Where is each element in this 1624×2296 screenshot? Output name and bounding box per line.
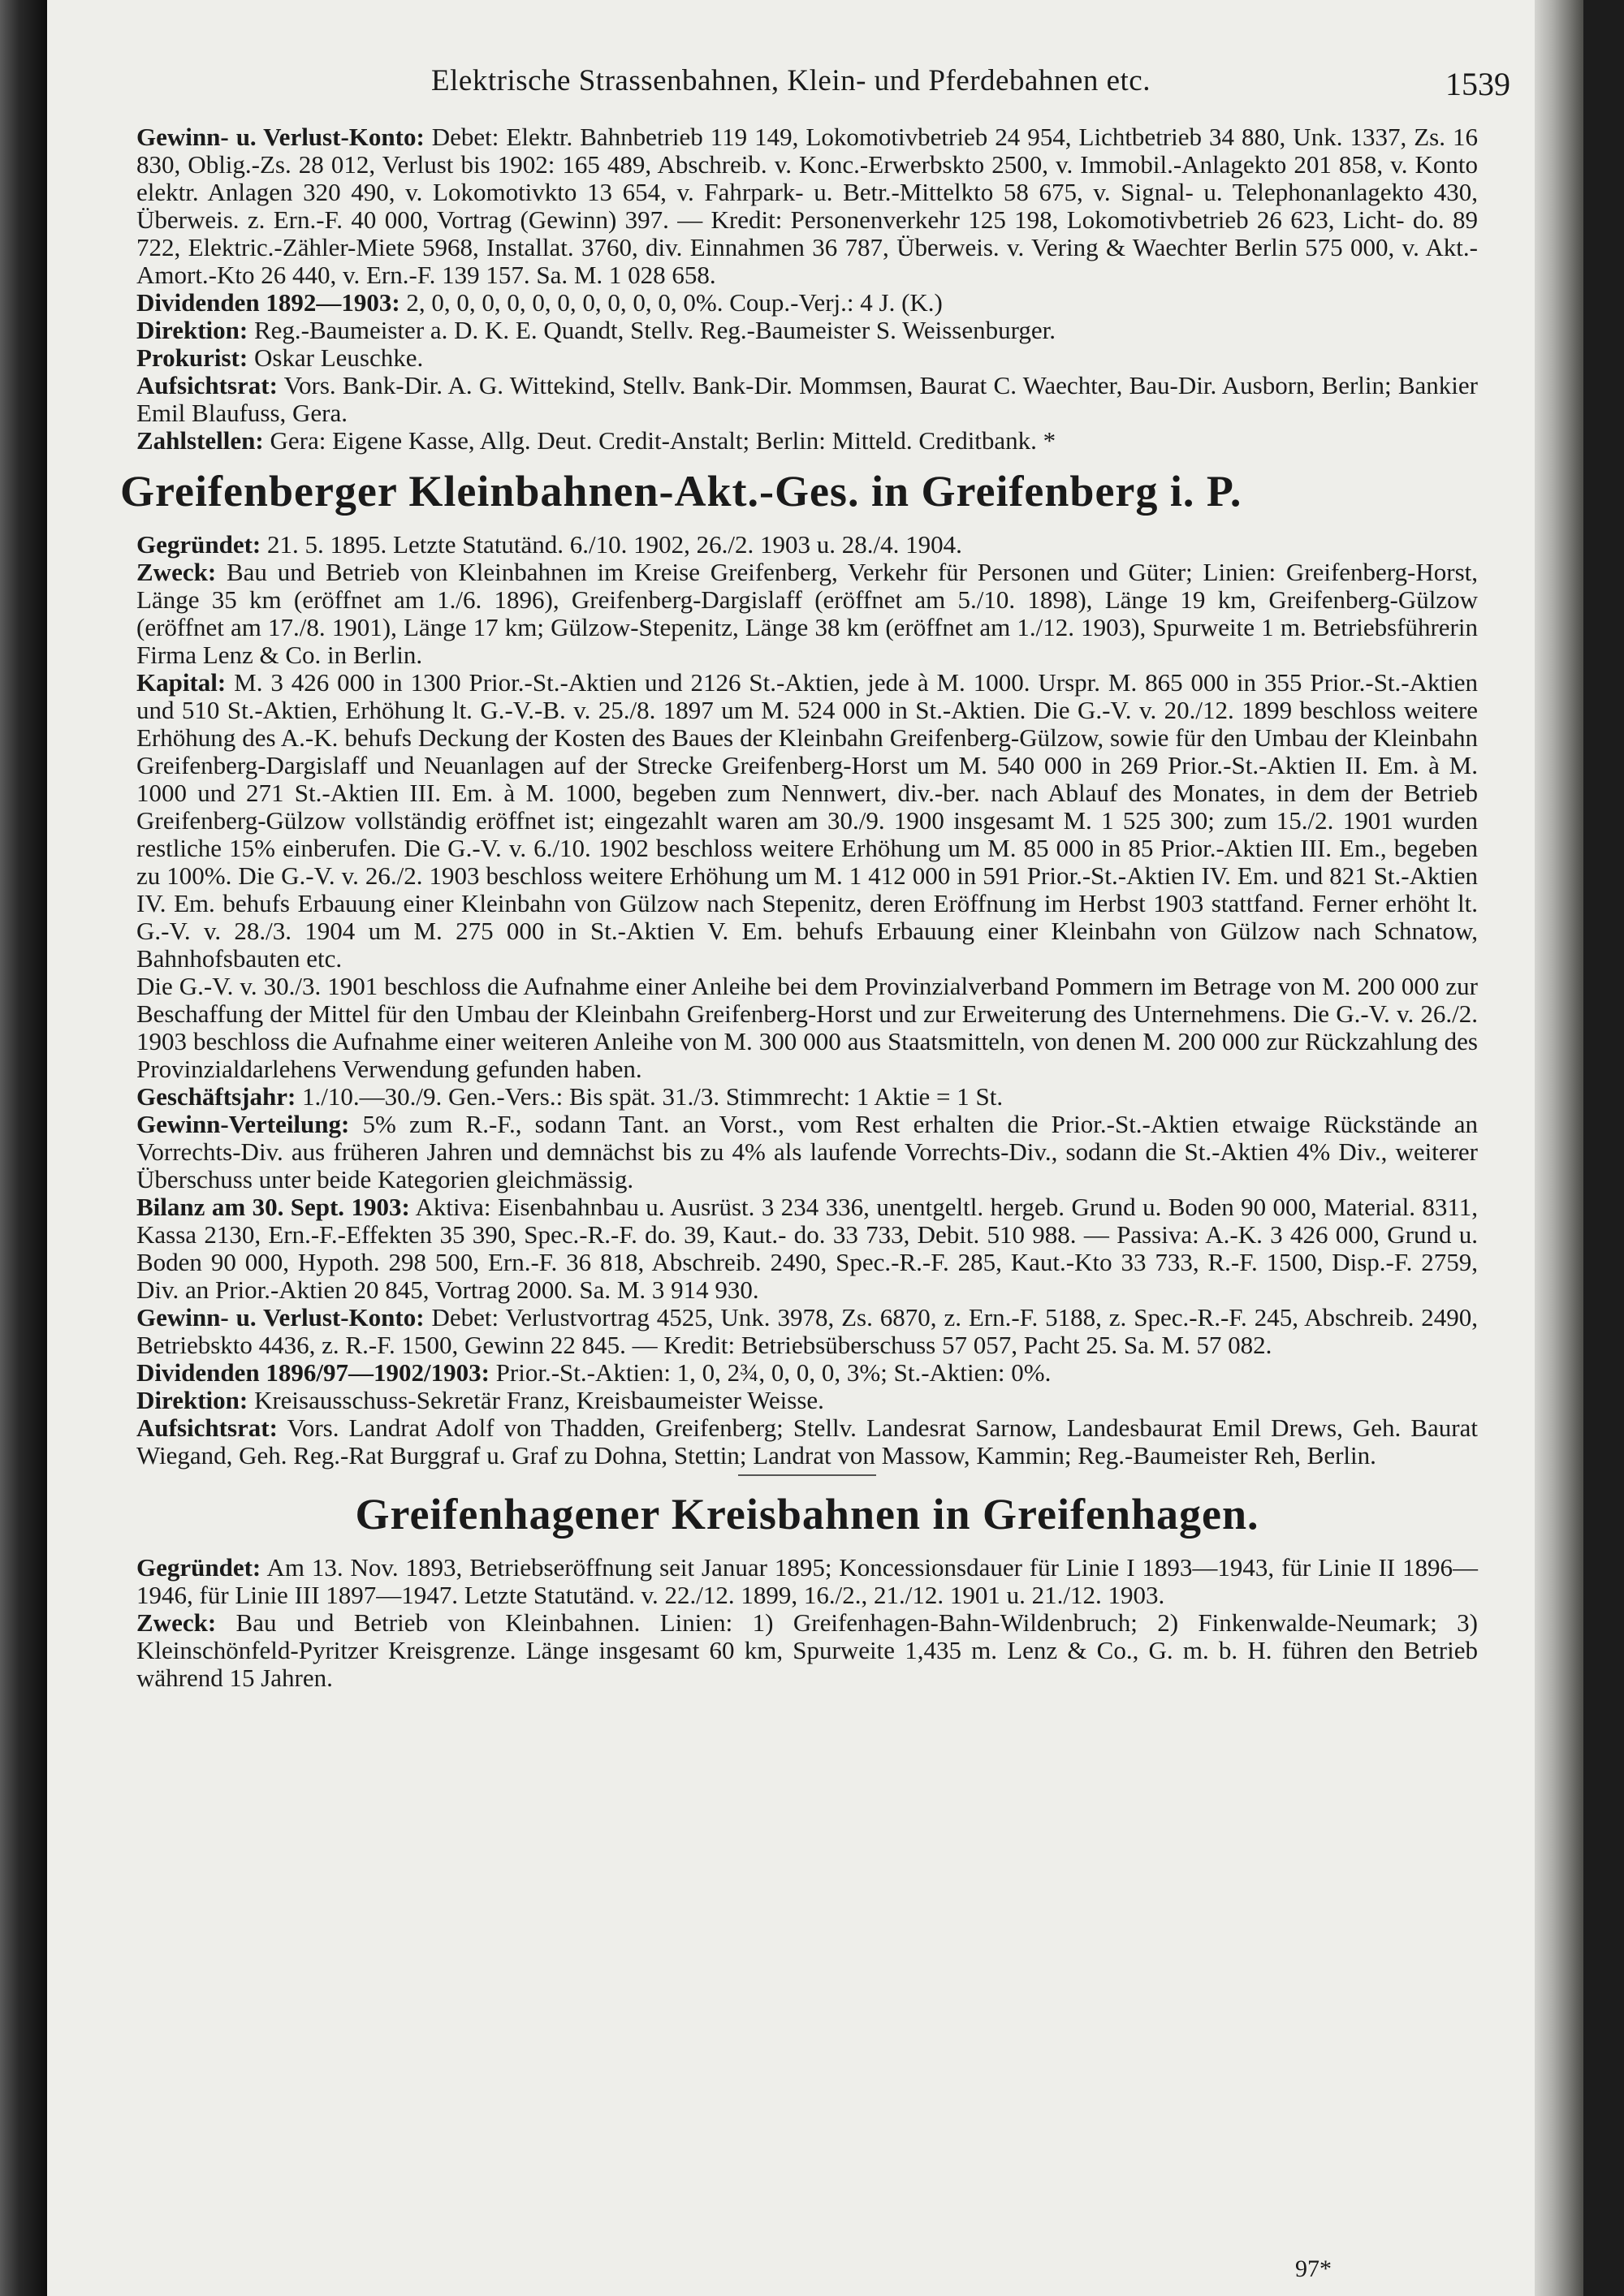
- company-section-greifenhagen: [136, 1554, 1478, 1692]
- entry-text: Am 13. Nov. 1893, Betriebseröffnung seit Januar 1895; Koncessionsdauer für Linie I 1893—1943, für Linie II 1896—1946, für Linie III 1897—1947. Letzte Statutänd. v. 22./12. 1899, 16./2., 21./12. 1901 u. 21./12. 1903.: [136, 1553, 1478, 1609]
- entry-text: Kreisausschuss-Sekretär Franz, Kreisbaumeister Weisse.: [253, 1386, 824, 1414]
- scanned-page: [47, 0, 1583, 2296]
- entry-label: Zweck:: [136, 1608, 217, 1637]
- running-header: [47, 63, 1535, 112]
- entry-text: Bau und Betrieb von Kleinbahnen. Linien: 1) Greifenhagen-Bahn-Wildenbruch; 2) Finkenwalde-Neumark; 3) Kleinschönfeld-Pyritzer Kreisgrenze. Länge insgesamt 60 km, Spurweite 1,435 m. Lenz & Co., G. m. b. H. führen den Betrieb während 15 Jahren.: [136, 1608, 1479, 1692]
- entry-paragraph: [136, 973, 1478, 1083]
- entry-label: Dividenden 1892—1903:: [136, 288, 400, 317]
- entry-text: Prior.-St.-Aktien: 1, 0, 2¾, 0, 0, 0, 3%; St.-Aktien: 0%.: [495, 1358, 1052, 1387]
- entry-text: Oskar Leuschke.: [253, 343, 424, 372]
- entry-text: Die G.-V. v. 30./3. 1901 beschloss die Aufnahme einer Anleihe bei dem Provinzialverband Pommern im Betrage von M. 200 000 zur Beschaffung der Mittel für den Umbau der Kleinbahn Greifenberg-Horst und zur Erweiterung des Unternehmens. Die G.-V. v. 26./2. 1903 beschloss die Aufnahme einer weiteren Anleihe von M. 300 000 aus Staatsmitteln, von denen M. 200 000 zur Rückzahlung des Provinzialdarlehens Verwendung gefunden haben.: [136, 972, 1478, 1083]
- company-section-greifenberg: [136, 531, 1478, 1470]
- section-divider: [738, 1474, 876, 1476]
- entry-paragraph: [136, 1359, 1478, 1387]
- previous-company-tail: [136, 123, 1478, 455]
- entry-label: Kapital:: [136, 668, 227, 697]
- entry-text: 21. 5. 1895. Letzte Statutänd. 6./10. 1902, 26./2. 1903 u. 28./4. 1904.: [267, 530, 962, 559]
- entry-paragraph: [136, 372, 1478, 427]
- entry-label: Bilanz am 30. Sept. 1903:: [136, 1193, 410, 1221]
- entry-text: Gera: Eigene Kasse, Allg. Deut. Credit-Anstalt; Berlin: Mitteld. Creditbank. *: [270, 426, 1056, 455]
- entry-label: Dividenden 1896/97—1902/1903:: [136, 1358, 490, 1387]
- page-edge-shadow: [1535, 0, 1583, 2296]
- entry-paragraph: [136, 1387, 1478, 1414]
- entry-label: Zahlstellen:: [136, 426, 264, 455]
- entry-paragraph: [136, 344, 1478, 372]
- entry-paragraph: [136, 123, 1478, 289]
- entry-paragraph: [136, 1554, 1478, 1609]
- entry-text: Bau und Betrieb von Kleinbahnen im Kreise Greifenberg, Verkehr für Personen und Güter; Linien: Greifenberg-Horst, Länge 35 km (eröffnet am 1./6. 1896), Greifenberg-Dargislaff (eröffnet am 5./10. 1898), Länge 19 km, Greifenberg-Gülzow (eröffnet am 17./8. 1901), Länge 17 km; Gülzow-Stepenitz, Länge 38 km (eröffnet am 1./12. 1903), Spurweite 1 m. Betriebsführerin Firma Lenz & Co. in Berlin.: [136, 558, 1479, 669]
- entry-label: Prokurist:: [136, 343, 248, 372]
- entry-text: Vors. Landrat Adolf von Thadden, Greifenberg; Stellv. Landesrat Sarnow, Landesbaurat Emil Drews, Geh. Baurat Wiegand, Geh. Reg.-Rat Burggraf u. Graf zu Dohna, Stettin; Landrat von Massow, Kammin; Reg.-Baumeister Reh, Berlin.: [136, 1413, 1478, 1470]
- book-gutter-shadow: [0, 0, 47, 2296]
- entry-label: Gegründet:: [136, 1553, 261, 1582]
- entry-paragraph: [136, 531, 1478, 559]
- entry-paragraph: [136, 559, 1478, 669]
- entry-text: 1./10.—30./9. Gen.-Vers.: Bis spät. 31./3. Stimmrecht: 1 Aktie = 1 St.: [302, 1082, 1004, 1111]
- company-heading-greifenberg: Greifenberger Kleinbahnen-Akt.-Ges. in Greifenberg i. P.: [120, 467, 1242, 516]
- entry-paragraph: [136, 289, 1478, 317]
- entry-label: Gewinn- u. Verlust-Konto:: [136, 123, 425, 151]
- entry-text: 5% zum R.-F., sodann Tant. an Vorst., vom Rest erhalten die Prior.-St.-Aktien etwaige Rückstände an Vorrechts-Div. aus früheren Jahren und demnächst bis zu 4% als laufende Vorrechts-Div., sodann die St.-Aktien 4% Div., weiterer Überschuss unter beide Kategorien gleichmässig.: [136, 1110, 1478, 1193]
- entry-text: Aktiva: Eisenbahnbau u. Ausrüst. 3 234 336, unentgeltl. hergeb. Grund u. Boden 90 000, Material. 8311, Kassa 2130, Ern.-F.-Effekten 35 390, Spec.-R.-F. do. 39, Kaut.- do. 33 733, Debit. 510 988. — Passiva: A.-K. 3 426 000, Grund u. Boden 90 000, Hypoth. 298 500, Ern.-F. 36 818, Abschreib. 2490, Spec.-R.-F. 285, Kaut.-Kto 33 733, R.-F. 1500, Disp.-F. 2759, Div. an Prior.-Aktien 20 845, Vortrag 2000. Sa. M. 3 914 930.: [136, 1193, 1478, 1304]
- entry-label: Direktion:: [136, 316, 248, 344]
- running-header-title: Elektrische Strassenbahnen, Klein- und Pferdebahnen etc.: [431, 64, 1151, 97]
- entry-label: Aufsichtsrat:: [136, 1413, 278, 1442]
- entry-paragraph: [136, 317, 1478, 344]
- entry-paragraph: [136, 1083, 1478, 1111]
- entry-paragraph: [136, 1414, 1478, 1470]
- signature-mark: 97*: [1295, 2255, 1332, 2282]
- entry-text: M. 3 426 000 in 1300 Prior.-St.-Aktien und 2126 St.-Aktien, jede à M. 1000. Urspr. M. 865 000 in 355 Prior.-St.-Aktien und 510 St.-Aktien, Erhöhung lt. G.-V.-B. v. 25./8. 1897 um M. 524 000 in St.-Aktien. Die G.-V. v. 20./12. 1899 beschloss weitere Erhöhung des A.-K. behufs Deckung der Kosten des Baues der Kleinbahn Greifenberg-Gülzow, sowie für den Umbau der Kleinbahn Greifenberg-Dargislaff und Neuanlagen auf der Strecke Greifenberg-Horst um M. 540 000 in 269 Prior.-St.-Aktien II. Em. à M. 1000 und 271 St.-Aktien III. Em. à M. 1000, begeben zum Nennwert, div.-ber. nach Ablauf des Monates, in dem der Betrieb Greifenberg-Gülzow vollständig eröffnet ist; eingezahlt waren am 30./9. 1900 insgesamt M. 1 525 300; zum 15./2. 1901 wurden restliche 15% einberufen. Die G.-V. v. 6./10. 1902 beschloss weitere Erhöhung um M. 85 000 in 85 Prior.-Aktien III. Em., begeben zu 100%. Die G.-V. v. 26./2. 1903 beschloss weitere Erhöhung um M. 1 412 000 in 591 Prior.-St.-Aktien IV. Em. und 821 St.-Aktien IV. Em. behufs Erbauung einer Kleinbahn von Gülzow nach Stepenitz, deren Eröffnung im Herbst 1903 stattfand. Ferner erhöht lt. G.-V. v. 28./3. 1904 um M. 275 000 in St.-Aktien V. Em. behufs Erbauung einer Kleinbahn von Gülzow nach Schnatow, Bahnhofsbauten etc.: [136, 668, 1478, 973]
- page-number: 1539: [1445, 66, 1510, 102]
- entry-text: Reg.-Baumeister a. D. K. E. Quandt, Stellv. Reg.-Baumeister S. Weissenburger.: [253, 316, 1056, 344]
- entry-label: Gewinn- u. Verlust-Konto:: [136, 1303, 425, 1331]
- entry-text: Debet: Verlustvortrag 4525, Unk. 3978, Zs. 6870, z. Ern.-F. 5188, z. Spec.-R.-F. 245, Abschreib. 2490, Betriebskto 4436, z. R.-F. 1500, Gewinn 22 845. — Kredit: Betriebsüberschuss 57 057, Pacht 25. Sa. M. 57 082.: [136, 1303, 1478, 1359]
- company-heading-greifenhagen: Greifenhagener Kreisbahnen in Greifenhagen.: [355, 1490, 1259, 1539]
- entry-paragraph: [136, 1304, 1478, 1359]
- entry-paragraph: [136, 1111, 1478, 1193]
- entry-label: Gegründet:: [136, 530, 261, 559]
- entry-paragraph: [136, 1193, 1478, 1304]
- entry-text: 2, 0, 0, 0, 0, 0, 0, 0, 0, 0, 0, 0%. Coup.-Verj.: 4 J. (K.): [406, 288, 943, 317]
- entry-label: Zweck:: [136, 558, 217, 586]
- entry-label: Aufsichtsrat:: [136, 371, 278, 399]
- entry-paragraph: [136, 1609, 1478, 1692]
- entry-label: Geschäftsjahr:: [136, 1082, 296, 1111]
- page-content: [120, 123, 1479, 1692]
- entry-text: Vors. Bank-Dir. A. G. Wittekind, Stellv. Bank-Dir. Mommsen, Baurat C. Waechter, Bau-Dir. Ausborn, Berlin; Bankier Emil Blaufuss, Gera.: [136, 371, 1478, 427]
- entry-paragraph: [136, 669, 1478, 973]
- entry-text: Debet: Elektr. Bahnbetrieb 119 149, Lokomotivbetrieb 24 954, Lichtbetrieb 34 880, Unk. 1337, Zs. 16 830, Oblig.-Zs. 28 012, Verlust bis 1902: 165 489, Abschreib. v. Konc.-Erwerbskto 2500, v. Immobil.-Anlagekto 201 858, v. Konto elektr. Anlagen 320 490, v. Lokomotivkto 13 654, v. Fahrpark- u. Betr.-Mittelkto 58 675, v. Signal- u. Telephonanlagekto 430, Überweis. z. Ern.-F. 40 000, Vortrag (Gewinn) 397. — Kredit: Personenverkehr 125 198, Lokomotivbetrieb 26 623, Licht- do. 89 722, Elektric.-Zähler-Miete 5968, Installat. 3760, div. Einnahmen 36 787, Überweis. v. Vering & Waechter Berlin 575 000, v. Akt.-Amort.-Kto 26 440, v. Ern.-F. 139 157. Sa. M. 1 028 658.: [136, 123, 1478, 289]
- entry-label: Direktion:: [136, 1386, 248, 1414]
- entry-label: Gewinn-Verteilung:: [136, 1110, 350, 1138]
- entry-paragraph: [136, 427, 1478, 455]
